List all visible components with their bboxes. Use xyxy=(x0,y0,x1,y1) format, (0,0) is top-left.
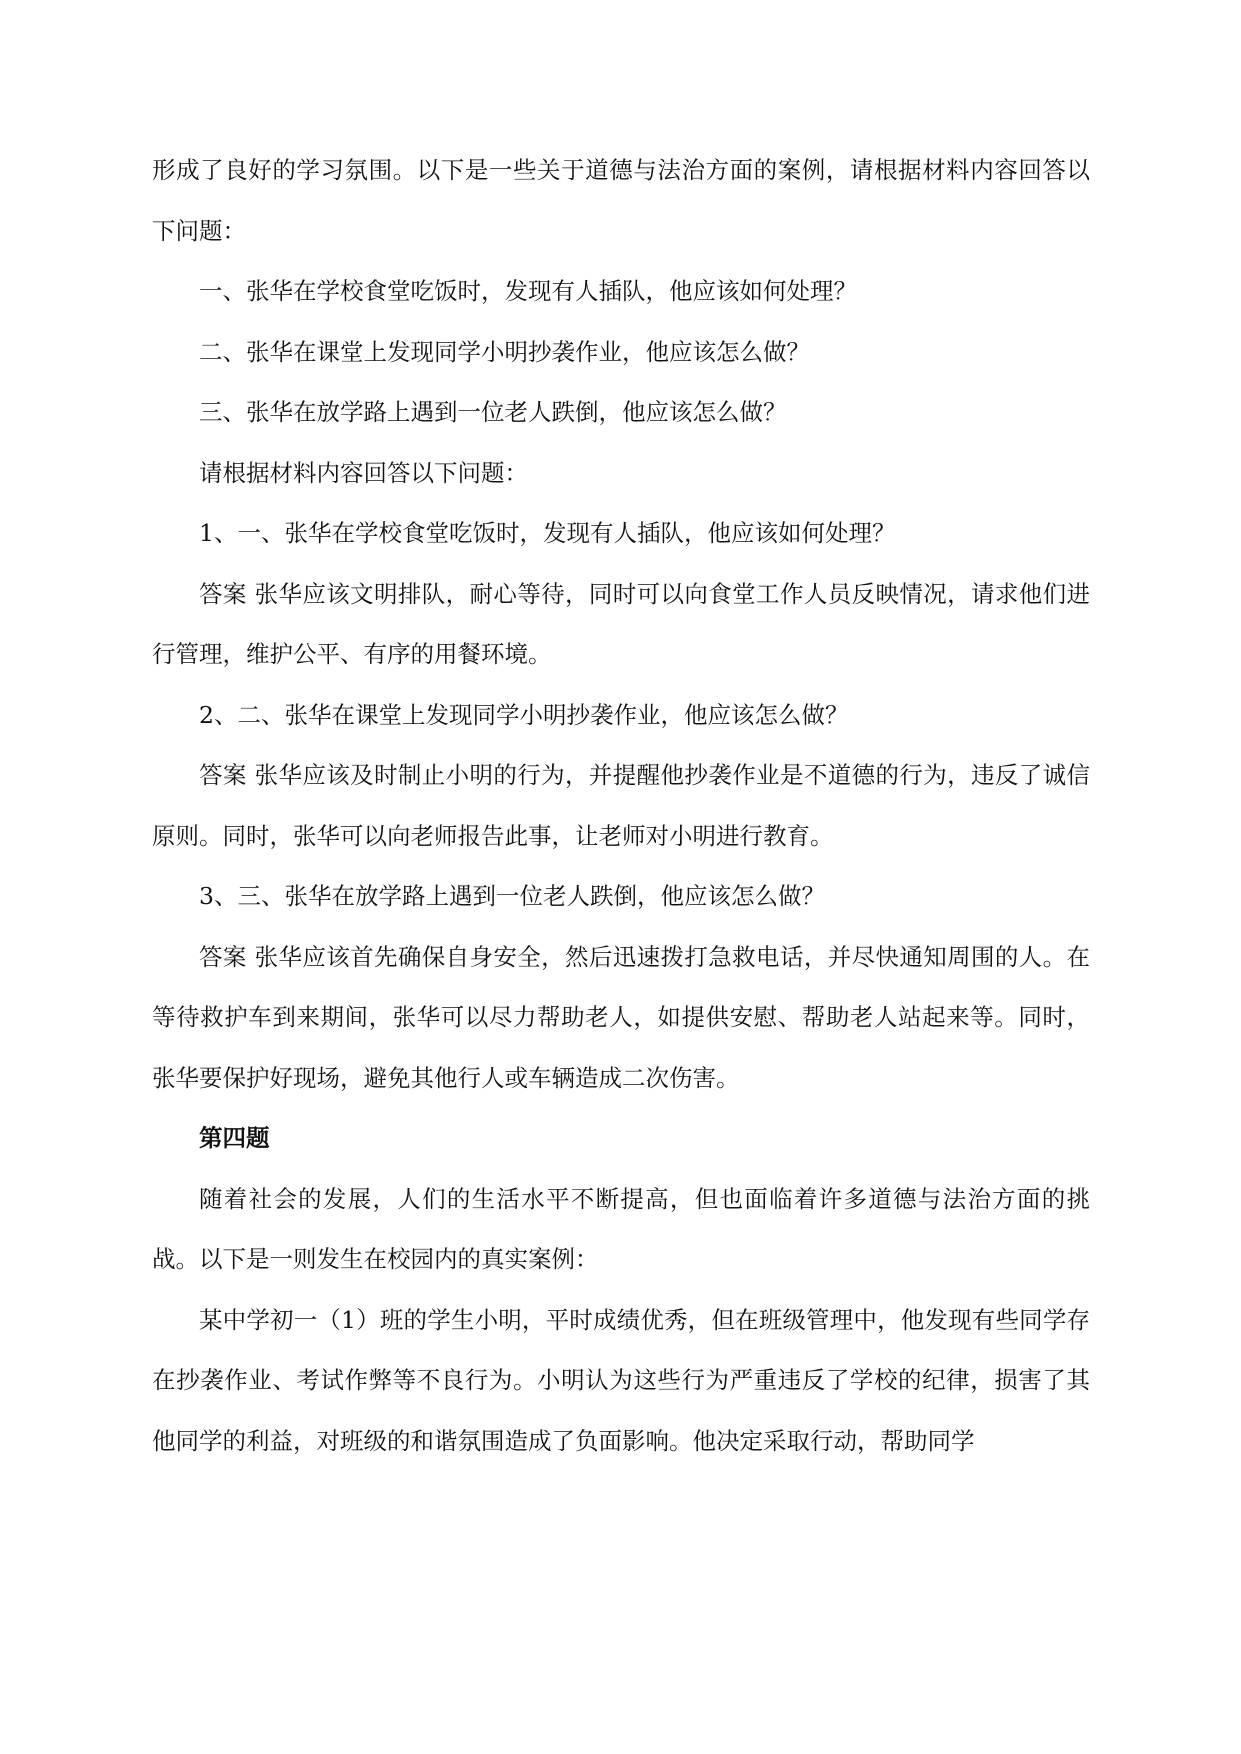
answer-2: 答案 张华应该及时制止小明的行为，并提醒他抄袭作业是不道德的行为，违反了诚信原则。同时，张华可以向老师报告此事，让老师对小明进行教育。 xyxy=(152,761,1090,850)
answer-1: 答案 张华应该文明排队，耐心等待，同时可以向食堂工作人员反映情况，请求他们进行管理，维护公平、有序的用餐环境。 xyxy=(152,579,1090,668)
document-page xyxy=(152,140,1090,1471)
question-3: 三、张华在放学路上遇到一位老人跌倒，他应该怎么做？ xyxy=(199,398,787,426)
answer-question-3: 3、三、张华在放学路上遇到一位老人跌倒，他应该怎么做？ xyxy=(199,882,825,910)
answer-question-1: 1、一、张华在学校食堂吃饭时，发现有人插队，他应该如何处理？ xyxy=(199,519,896,547)
answer-question-2: 2、二、张华在课堂上发现同学小明抄袭作业，他应该怎么做？ xyxy=(199,700,849,729)
question-2: 二、张华在课堂上发现同学小明抄袭作业，他应该怎么做？ xyxy=(199,337,810,366)
question-1: 一、张华在学校食堂吃饭时，发现有人插队，他应该如何处理？ xyxy=(199,277,857,305)
section-paragraph-1: 随着社会的发展，人们的生活水平不断提高，但也面临着许多道德与法治方面的挑战。以下是一则发生在校园内的真实案例： xyxy=(152,1184,1090,1273)
answer-3: 答案 张华应该首先确保自身安全，然后迅速拨打急救电话，并尽快通知周围的人。在等待救护车到来期间，张华可以尽力帮助老人，如提供安慰、帮助老人站起来等。同时，张华要保护好现场，避免其他行人或车辆造成二次伤害。 xyxy=(152,942,1090,1092)
paragraph-intro: 形成了良好的学习氛围。以下是一些关于道德与法治方面的案例，请根据材料内容回答以下问题： xyxy=(152,156,1090,245)
section-paragraph-2: 某中学初一（1）班的学生小明，平时成绩优秀，但在班级管理中，他发现有些同学存在抄袭作业、考试作弊等不良行为。小明认为这些行为严重违反了学校的纪律，损害了其他同学的利益，对班级的和谐氛围造成了负面影响。他决定采取行动，帮助同学 xyxy=(152,1305,1090,1455)
section-heading: 第四题 xyxy=(199,1124,270,1152)
instruction: 请根据材料内容回答以下问题： xyxy=(199,458,528,487)
